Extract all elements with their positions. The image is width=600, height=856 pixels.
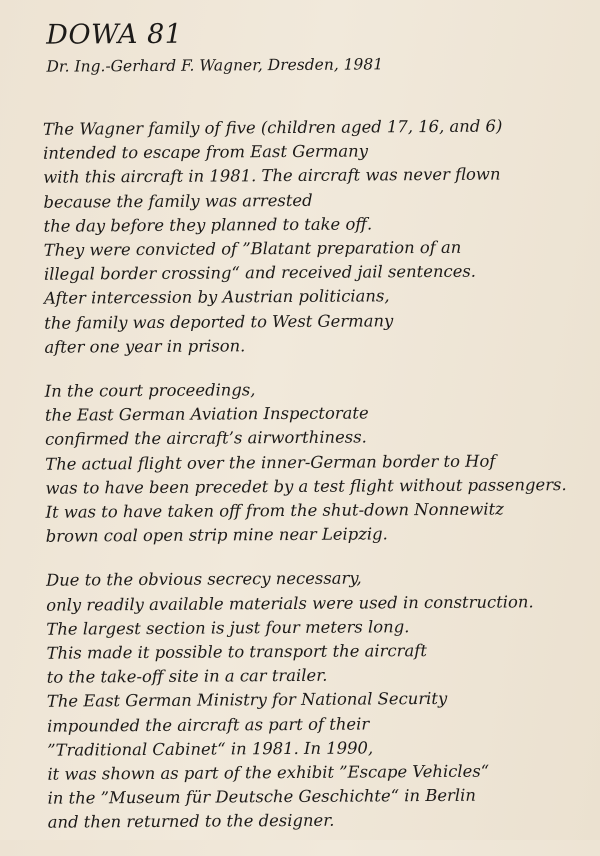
text-line: only readily available materials were used in construction. <box>46 591 534 615</box>
text-line: the day before they planned to take off. <box>43 214 373 236</box>
placard-body <box>43 114 593 855</box>
text-line: in the ”Museum für Deutsche Geschichte“ in Berlin <box>47 785 476 808</box>
text-line: brown coal open strip mine near Leipzig. <box>45 524 388 546</box>
text-line: the East German Aviation Inspectorate <box>44 403 369 425</box>
text-line: ”Traditional Cabinet“ in 1981. In 1990, <box>47 738 374 760</box>
text-line: This made it possible to transport the aircraft <box>46 641 427 663</box>
text-line: intended to escape from East Germany <box>43 141 369 163</box>
text-line: The Wagner family of five (children aged 17, 16, and 6) <box>42 116 503 139</box>
text-line: the family was deported to West Germany <box>44 310 394 333</box>
text-line: The actual flight over the inner-German border to Hof <box>45 451 496 474</box>
text-line: after one year in prison. <box>44 336 246 357</box>
text-line: illegal border crossing“ and received jail sentences. <box>43 261 477 284</box>
paragraph-escape-attempt <box>43 114 590 360</box>
paragraph-court-proceedings <box>45 376 591 549</box>
text-line: because the family was arrested <box>43 190 313 212</box>
text-line: After intercession by Austrian politicians, <box>44 286 390 309</box>
text-line: It was to have taken off from the shut-down Nonnewitz <box>45 499 504 522</box>
text-line: confirmed the aircraft’s airworthiness. <box>45 427 367 450</box>
text-line: impounded the aircraft as part of their <box>47 714 370 736</box>
placard-title: DOWA 81 <box>46 18 183 51</box>
text-line: The largest section is just four meters long. <box>46 617 410 639</box>
text-line: was to have been precedet by a test flight without passengers. <box>45 474 567 498</box>
text-line: The East German Ministry for National Security <box>46 689 448 712</box>
placard-subtitle: Dr. Ing.-Gerhard F. Wagner, Dresden, 1981 <box>46 55 384 76</box>
paragraph-construction <box>46 565 593 835</box>
text-line: with this aircraft in 1981. The aircraft was never flown <box>43 164 501 188</box>
text-line: to the take-off site in a car trailer. <box>46 665 328 687</box>
text-line: In the court proceedings, <box>44 380 256 401</box>
text-line: Due to the obvious secrecy necessary, <box>45 568 362 591</box>
text-line: and then returned to the designer. <box>47 811 335 833</box>
text-line: They were convicted of ”Blatant preparation of an <box>43 237 462 260</box>
text-line: it was shown as part of the exhibit ”Escape Vehicles“ <box>47 761 490 784</box>
